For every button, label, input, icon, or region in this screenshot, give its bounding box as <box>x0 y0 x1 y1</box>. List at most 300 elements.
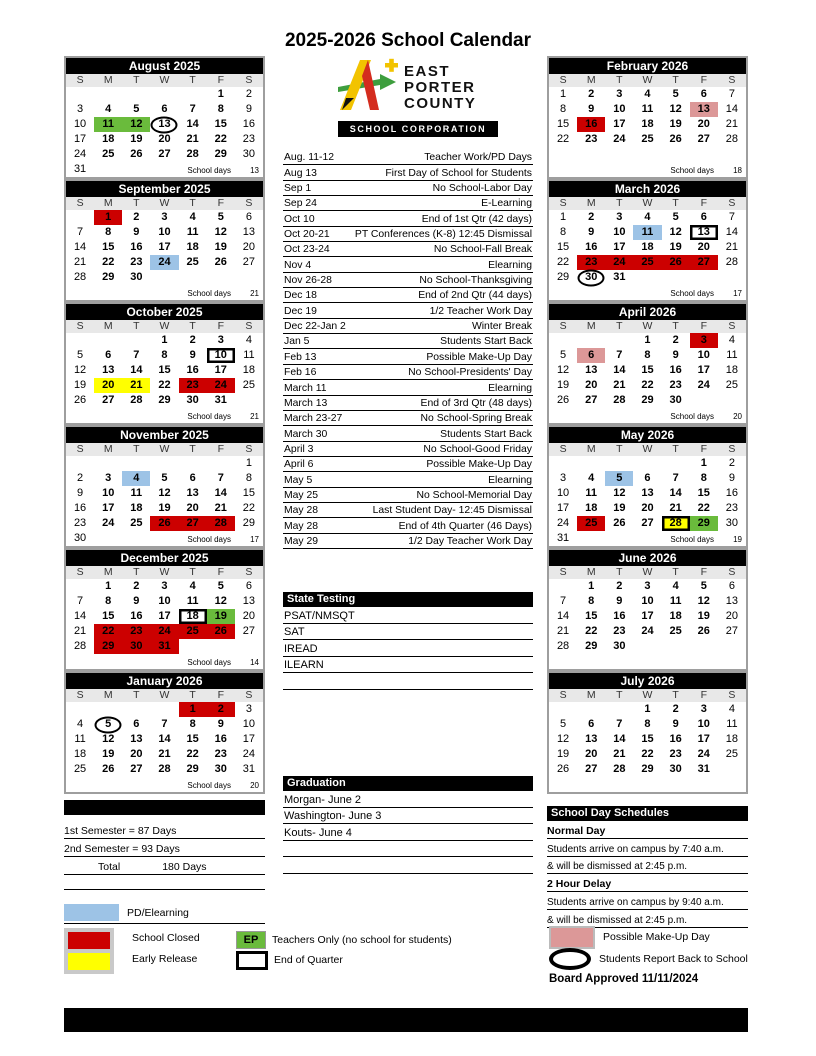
calendar-day-marked: 5 <box>605 471 633 486</box>
weekday-header: T <box>122 320 150 333</box>
calendar-day: 1 <box>644 703 651 715</box>
calendar-day: 5 <box>217 211 224 223</box>
school-days-line <box>187 658 259 667</box>
calendar-day: 4 <box>728 703 735 715</box>
calendar-day-blank <box>179 456 207 471</box>
weekday-header: W <box>633 443 661 456</box>
calendar-day: 6 <box>644 472 651 484</box>
key-date-date: Oct 23-24 <box>284 244 330 256</box>
key-date-date: Nov 26-28 <box>284 275 332 287</box>
key-date-event: Elearning <box>488 474 532 486</box>
calendar-day: 10 <box>102 487 115 499</box>
calendar-day: 22 <box>242 502 256 514</box>
calendar-day-blank <box>207 456 235 471</box>
calendar-day: 31 <box>242 763 256 775</box>
calendar-day: 14 <box>613 733 626 745</box>
month-body <box>549 689 746 792</box>
school-days-label: School days <box>187 535 231 544</box>
calendar-day-marked: 23 <box>179 378 207 393</box>
calendar-day-blank <box>66 456 94 471</box>
weekday-header: T <box>179 443 207 456</box>
calendar-day: 10 <box>613 103 626 115</box>
calendar-day: 4 <box>105 103 112 115</box>
calendar-day-blank <box>66 579 94 594</box>
weekday-header: T <box>605 197 633 210</box>
calendar-day: 11 <box>186 226 199 238</box>
board-approved-text: Board Approved 11/11/2024 <box>549 973 699 985</box>
graduation-section <box>283 776 533 874</box>
calendar-day-marked: 4 <box>122 471 150 486</box>
calendar-day: 30 <box>214 763 227 775</box>
calendar-day: 19 <box>130 133 143 145</box>
calendar-day-blank <box>605 456 633 471</box>
calendar-day: 17 <box>697 733 710 745</box>
page-title: 2025-2026 School Calendar <box>284 30 532 51</box>
calendar-day: 17 <box>242 733 256 745</box>
calendar-day: 29 <box>556 271 570 283</box>
calendar-day: 5 <box>700 580 707 592</box>
calendar-day: 19 <box>556 379 570 391</box>
calendar-day: 13 <box>130 733 143 745</box>
school-closed-label: School Closed <box>132 932 200 944</box>
calendar-day: 1 <box>245 457 252 469</box>
calendar-day: 19 <box>73 379 87 391</box>
calendar-day: 16 <box>73 502 87 514</box>
calendar-day: 22 <box>641 748 654 760</box>
legend-swatch-patch <box>64 928 114 974</box>
calendar-day: 27 <box>130 763 143 775</box>
state-testing-item: ILEARN <box>283 657 533 674</box>
weekday-header: W <box>633 197 661 210</box>
calendar-day: 26 <box>613 517 626 529</box>
calendar-day: 16 <box>130 241 143 253</box>
calendar-day-marked: 5 <box>94 717 122 732</box>
school-days-label: School days <box>670 289 714 298</box>
calendar-day: 16 <box>242 118 256 130</box>
key-date-row <box>283 457 533 472</box>
calendar-day-blank <box>662 456 690 471</box>
total-days-row <box>64 857 265 875</box>
month-title: January 2026 <box>66 673 263 689</box>
calendar-day: 13 <box>242 595 256 607</box>
calendar-day: 20 <box>585 379 598 391</box>
calendar-day: 2 <box>133 211 140 223</box>
calendar-day: 12 <box>214 226 227 238</box>
calendar-day-blank <box>94 333 122 348</box>
calendar-day-marked: 25 <box>577 516 605 531</box>
calendar-day: 19 <box>613 502 626 514</box>
calendar-day: 5 <box>672 88 679 100</box>
state-testing-section <box>283 592 533 690</box>
calendar-day: 23 <box>130 256 143 268</box>
weekday-header: F <box>690 689 718 702</box>
calendar-day: 18 <box>186 241 199 253</box>
calendar-day-marked: 1 <box>179 702 207 717</box>
calendar-day: 17 <box>556 502 570 514</box>
calendar-day: 8 <box>245 472 252 484</box>
calendar-day: 6 <box>189 472 196 484</box>
calendar-day: 9 <box>77 487 84 499</box>
calendar-day: 1 <box>161 334 168 346</box>
calendar-day: 10 <box>73 118 87 130</box>
calendar-day: 5 <box>161 472 168 484</box>
calendar-day: 25 <box>725 379 739 391</box>
calendar-day: 28 <box>725 256 739 268</box>
calendar-day: 4 <box>728 334 735 346</box>
weekday-header: W <box>150 566 178 579</box>
weekday-header: S <box>718 197 746 210</box>
key-date-event: No School-Good Friday <box>423 443 532 455</box>
graduation-header: Graduation <box>283 776 533 791</box>
school-days-line <box>670 166 742 175</box>
key-date-row <box>283 288 533 303</box>
school-days-line <box>187 535 259 544</box>
weekday-header: F <box>207 74 235 87</box>
calendar-day: 19 <box>102 748 115 760</box>
weekday-header: F <box>690 320 718 333</box>
semester-summary <box>64 800 265 924</box>
key-date-event: Possible Make-Up Day <box>426 459 532 471</box>
key-date-date: Feb 16 <box>284 367 317 379</box>
calendar-day: 26 <box>697 625 710 637</box>
calendar-day: 19 <box>697 610 710 622</box>
calendar-day-marked: 27 <box>690 255 718 270</box>
calendar-day: 8 <box>644 718 651 730</box>
key-date-event: Teacher Work/PD Days <box>424 152 532 164</box>
calendar-day: 9 <box>588 103 595 115</box>
calendar-day: 9 <box>672 349 679 361</box>
month-title: July 2026 <box>549 673 746 689</box>
calendar-day: 9 <box>189 349 196 361</box>
calendar-day: 13 <box>242 226 256 238</box>
weekday-header: W <box>150 443 178 456</box>
weekday-header: T <box>605 320 633 333</box>
calendar-day: 2 <box>588 88 595 100</box>
calendar-day: 20 <box>585 748 598 760</box>
calendar-day: 2 <box>245 88 252 100</box>
calendar-day: 2 <box>588 211 595 223</box>
calendar-day: 20 <box>130 748 143 760</box>
calendar-day: 27 <box>697 133 710 145</box>
key-date-event: No School-Thanksgiving <box>419 275 532 287</box>
calendar-day: 15 <box>641 733 654 745</box>
key-date-row <box>283 426 533 441</box>
key-date-row <box>283 349 533 364</box>
month-title: May 2026 <box>549 427 746 443</box>
calendar-day: 27 <box>102 394 115 406</box>
weekday-header: T <box>662 320 690 333</box>
calendar-day: 8 <box>105 226 112 238</box>
calendar-day: 6 <box>245 580 252 592</box>
calendar-day: 1 <box>560 88 567 100</box>
calendar-day: 23 <box>242 133 256 145</box>
calendar-day-blank <box>66 210 94 225</box>
month-grid <box>549 443 746 546</box>
school-days-line <box>187 166 259 175</box>
key-date-date: Dec 19 <box>284 305 317 317</box>
key-date-event: Students Start Back <box>440 336 532 348</box>
calendar-day: 7 <box>616 718 623 730</box>
weekday-header: F <box>207 443 235 456</box>
school-days-label: School days <box>187 781 231 790</box>
calendar-day-marked: 19 <box>207 609 235 624</box>
calendar-day: 8 <box>560 103 567 115</box>
teachers-only-label: Teachers Only (no school for students) <box>272 934 452 946</box>
calendar-day: 1 <box>105 580 112 592</box>
key-date-row <box>283 334 533 349</box>
calendar-day: 7 <box>77 226 84 238</box>
weekday-header: S <box>718 689 746 702</box>
legend-closed-early <box>64 928 200 974</box>
calendar-day-marked: 26 <box>662 255 690 270</box>
weekday-header: S <box>718 320 746 333</box>
month-grid <box>66 443 263 546</box>
calendar-day: 23 <box>214 748 227 760</box>
month-title: September 2025 <box>66 181 263 197</box>
state-testing-item: IREAD <box>283 640 533 657</box>
calendar-day-blank <box>150 456 178 471</box>
calendar-day-blank <box>66 87 94 102</box>
calendar-day: 15 <box>214 118 227 130</box>
calendar-day: 9 <box>133 595 140 607</box>
month-august-2025 <box>64 56 265 179</box>
graduation-item-blank <box>283 841 533 858</box>
month-may-2026 <box>547 425 748 548</box>
calendar-day: 9 <box>217 718 224 730</box>
school-days-label: School days <box>187 412 231 421</box>
calendar-day: 12 <box>669 226 682 238</box>
calendar-day: 20 <box>697 118 710 130</box>
weekday-header: T <box>662 74 690 87</box>
school-days-count: 20 <box>250 781 259 790</box>
calendar-day: 10 <box>613 226 626 238</box>
calendar-day: 29 <box>242 517 256 529</box>
weekday-header: T <box>179 689 207 702</box>
month-grid <box>66 197 263 285</box>
calendar-day: 17 <box>102 502 115 514</box>
calendar-day: 3 <box>77 103 84 115</box>
calendar-day: 18 <box>73 748 87 760</box>
school-closed-swatch <box>68 932 110 949</box>
calendar-day: 5 <box>77 349 84 361</box>
calendar-day-blank <box>549 333 577 348</box>
schedule-row: 2 Hour Delay <box>547 874 748 892</box>
summary-header-bar <box>64 800 265 815</box>
calendar-day-marked: 16 <box>577 117 605 132</box>
calendar-day: 22 <box>102 256 115 268</box>
month-november-2025 <box>64 425 265 548</box>
key-date-event: 1/2 Teacher Work Day <box>429 305 532 317</box>
key-date-row <box>283 472 533 487</box>
school-days-count: 14 <box>250 658 259 667</box>
weekday-header: W <box>633 320 661 333</box>
calendar-day: 7 <box>728 88 735 100</box>
calendar-day: 25 <box>186 256 199 268</box>
key-date-date: May 25 <box>284 489 319 501</box>
calendar-day: 21 <box>186 133 199 145</box>
key-date-date: Oct 10 <box>284 213 315 225</box>
calendar-day: 28 <box>186 148 199 160</box>
calendar-day-blank <box>122 702 150 717</box>
calendar-day: 15 <box>641 364 654 376</box>
calendar-day: 17 <box>158 610 171 622</box>
calendar-day: 4 <box>672 580 679 592</box>
key-date-row <box>283 196 533 211</box>
weekday-header: F <box>690 74 718 87</box>
calendar-day: 22 <box>641 379 654 391</box>
calendar-day: 15 <box>186 733 199 745</box>
school-days-line <box>670 535 742 544</box>
calendar-day: 15 <box>585 610 598 622</box>
calendar-day: 24 <box>102 517 115 529</box>
weekday-header: T <box>179 566 207 579</box>
key-date-event: Students Start Back <box>440 428 532 440</box>
weekday-header: S <box>235 74 263 87</box>
calendar-day: 7 <box>217 472 224 484</box>
calendar-day: 18 <box>641 118 654 130</box>
calendar-day-blank <box>66 333 94 348</box>
weekday-header: T <box>179 320 207 333</box>
calendar-day-blank <box>549 702 577 717</box>
calendar-day: 14 <box>73 241 87 253</box>
month-grid <box>549 320 746 408</box>
calendar-day: 25 <box>641 133 654 145</box>
calendar-day: 20 <box>242 610 256 622</box>
key-date-date: Aug 13 <box>284 167 317 179</box>
calendar-day: 24 <box>697 748 710 760</box>
early-release-label: Early Release <box>132 953 198 965</box>
schedule-row: Students arrive on campus by 7:40 a.m. <box>547 839 748 857</box>
calendar-day: 12 <box>556 733 570 745</box>
summary-blank-row <box>64 875 265 890</box>
calendar-day-marked: 29 <box>94 639 122 654</box>
calendar-day: 24 <box>556 517 570 529</box>
early-release-swatch <box>68 953 110 970</box>
graduation-item: Kouts- June 4 <box>283 824 533 841</box>
key-date-event: E-Learning <box>481 198 532 210</box>
weekday-header: T <box>179 74 207 87</box>
calendar-day: 5 <box>133 103 140 115</box>
school-days-count: 13 <box>250 166 259 175</box>
calendar-day: 11 <box>585 487 598 499</box>
key-date-date: Dec 18 <box>284 290 317 302</box>
school-days-count: 21 <box>250 412 259 421</box>
calendar-day: 7 <box>616 349 623 361</box>
month-grid <box>549 689 746 777</box>
weekday-header: T <box>662 566 690 579</box>
calendar-day-marked: 10 <box>207 348 235 363</box>
calendar-day: 13 <box>102 364 115 376</box>
month-body <box>66 74 263 177</box>
month-april-2026 <box>547 302 748 425</box>
calendar-day: 27 <box>725 625 739 637</box>
calendar-day: 26 <box>556 394 570 406</box>
month-july-2026 <box>547 671 748 794</box>
month-body <box>549 74 746 177</box>
calendar-day: 28 <box>556 640 570 652</box>
calendar-day: 19 <box>669 118 682 130</box>
school-days-line <box>187 289 259 298</box>
key-date-row <box>283 488 533 503</box>
calendar-day: 1 <box>560 211 567 223</box>
key-date-event: No School-Memorial Day <box>416 489 532 501</box>
calendar-day: 18 <box>242 364 256 376</box>
calendar-day: 29 <box>214 148 227 160</box>
calendar-day: 13 <box>725 595 739 607</box>
calendar-day: 13 <box>585 733 598 745</box>
calendar-day: 19 <box>214 241 227 253</box>
calendar-day: 12 <box>102 733 115 745</box>
weekday-header: W <box>150 197 178 210</box>
school-days-count: 17 <box>250 535 259 544</box>
calendar-day: 8 <box>105 595 112 607</box>
weekday-header: T <box>605 566 633 579</box>
calendar-day-blank <box>66 702 94 717</box>
key-date-row <box>283 411 533 426</box>
calendar-day-marked: 24 <box>605 255 633 270</box>
district-name-line1: EAST <box>404 62 451 80</box>
month-body <box>549 320 746 423</box>
weekday-header: M <box>577 320 605 333</box>
calendar-day: 21 <box>669 502 682 514</box>
calendar-day-blank <box>549 456 577 471</box>
graduation-item: Morgan- June 2 <box>283 791 533 808</box>
key-date-date: March 30 <box>284 428 328 440</box>
calendar-day: 6 <box>728 580 735 592</box>
calendar-day-blank <box>605 333 633 348</box>
calendar-day-marked: 27 <box>179 516 207 531</box>
weekday-header: T <box>122 689 150 702</box>
school-days-count: 18 <box>733 166 742 175</box>
schedule-row: Students arrive on campus by 9:40 a.m. <box>547 892 748 910</box>
key-date-row <box>283 181 533 196</box>
calendar-day: 26 <box>669 133 682 145</box>
month-body <box>66 197 263 300</box>
calendar-day: 3 <box>700 703 707 715</box>
calendar-day: 25 <box>73 763 87 775</box>
weekday-header: S <box>66 197 94 210</box>
second-semester-days: 2nd Semester = 93 Days <box>64 839 265 857</box>
calendar-day: 12 <box>158 487 171 499</box>
calendar-day: 19 <box>556 748 570 760</box>
calendar-day: 18 <box>669 610 682 622</box>
calendar-day: 14 <box>556 610 570 622</box>
calendar-day-marked: 1 <box>94 210 122 225</box>
key-date-date: Sep 24 <box>284 198 317 210</box>
calendar-day: 4 <box>245 334 252 346</box>
school-days-label: School days <box>187 289 231 298</box>
calendar-day: 16 <box>613 610 626 622</box>
weekday-header: T <box>662 443 690 456</box>
calendar-day-blank <box>94 87 122 102</box>
calendar-day: 30 <box>242 148 256 160</box>
weekday-header: S <box>235 320 263 333</box>
calendar-day: 20 <box>242 241 256 253</box>
month-grid <box>66 320 263 408</box>
calendar-day: 7 <box>77 595 84 607</box>
key-date-date: Oct 20-21 <box>284 229 330 241</box>
key-date-row <box>283 518 533 533</box>
calendar-day: 20 <box>158 133 171 145</box>
calendar-day: 1 <box>644 334 651 346</box>
calendar-day-marked: 24 <box>150 624 178 639</box>
key-date-row <box>283 303 533 318</box>
calendar-day: 17 <box>613 118 626 130</box>
calendar-day: 29 <box>102 271 115 283</box>
month-title: August 2025 <box>66 58 263 74</box>
pd-elearning-label: PD/Elearning <box>127 906 189 919</box>
calendar-day: 7 <box>161 718 168 730</box>
